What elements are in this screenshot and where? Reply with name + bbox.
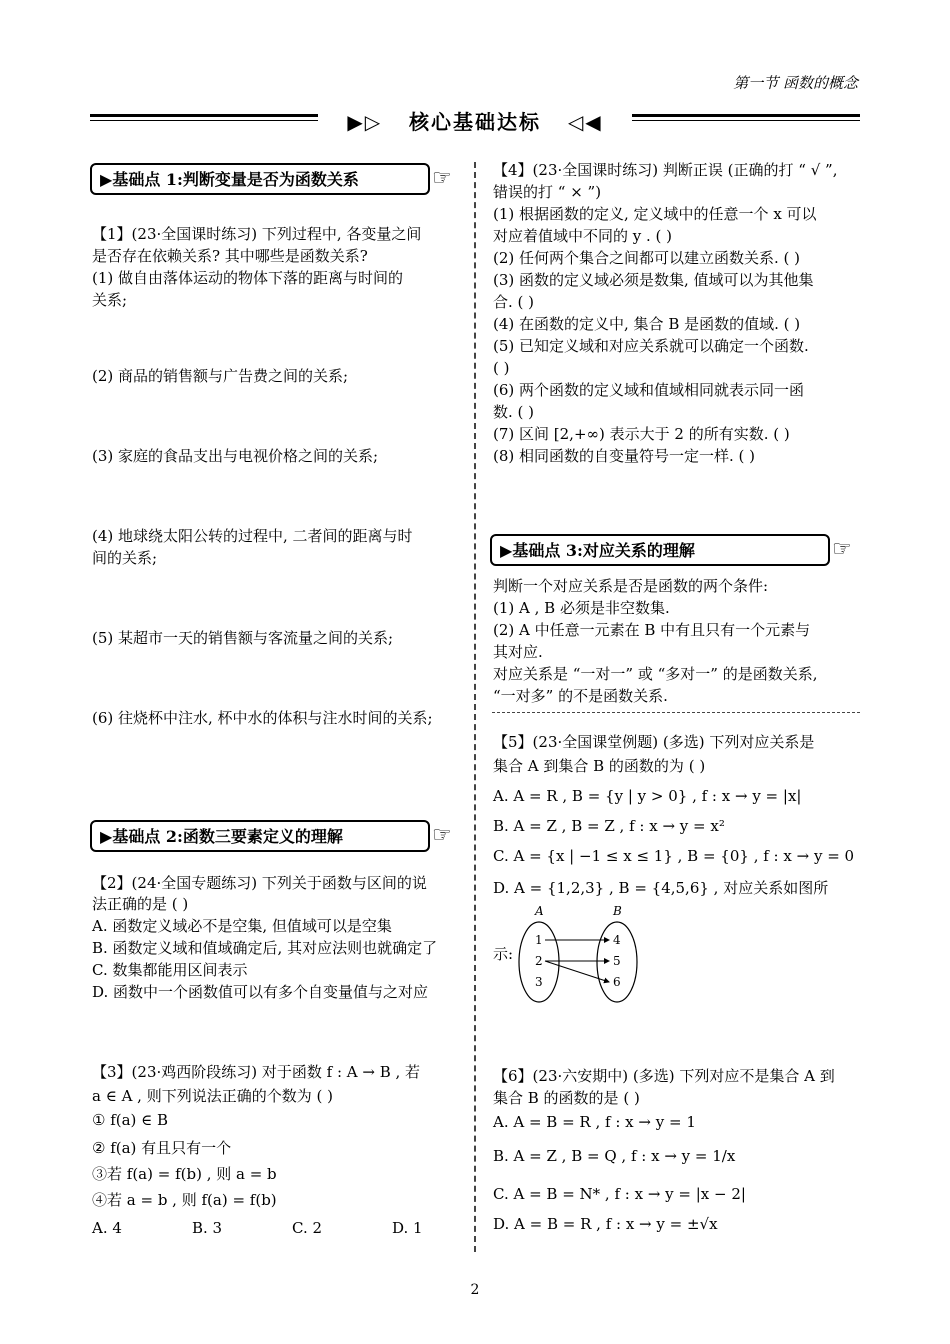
set-a-label: A: [535, 904, 544, 918]
q1-line: (5) 某超市一天的销售额与客流量之间的关系;: [92, 629, 394, 647]
q4-line: ( ): [493, 359, 510, 377]
mapping-diagram: [515, 904, 645, 1004]
q1-line: 【1】(23·全国课时练习) 下列过程中, 各变量之间: [92, 225, 422, 243]
section-box-2: ▶基础点 2:函数三要素定义的理解: [90, 820, 430, 852]
arrow-icon: ▶: [100, 170, 113, 189]
q2-line: D. 函数中一个函数值可以有多个自变量值与之对应: [92, 983, 429, 1001]
q6-line: 集合 B 的函数的是 ( ): [493, 1089, 640, 1107]
q1-line: (2) 商品的销售额与广告费之间的关系;: [92, 367, 349, 385]
q4-line: (1) 根据函数的定义, 定义域中的任意一个 x 可以: [493, 205, 817, 223]
q2-line: B. 函数定义域和值域确定后, 其对应法则也就确定了: [92, 939, 438, 957]
pointing-hand-icon: ☞: [432, 166, 452, 191]
q4-line: (7) 区间 [2,+∞) 表示大于 2 的所有实数. ( ): [493, 425, 790, 443]
q5-option-d-cont: 示:: [493, 945, 514, 963]
q3-line: ② f(a) 有且只有一个: [92, 1139, 232, 1157]
a-elem-2: 2: [535, 954, 543, 968]
q5-option-c: C. A = {x | −1 ≤ x ≤ 1} , B = {0} , f : x → y = 0: [493, 847, 855, 865]
q3-line: ④若 a = b , 则 f(a) = f(b): [92, 1191, 277, 1209]
arrow-icon: ▶: [100, 827, 113, 846]
q3-choice-a: A. 4: [92, 1219, 122, 1237]
q4-line: 对应着值域中不同的 y . ( ): [493, 227, 673, 245]
q4-line: (2) 任何两个集合之间都可以建立函数关系. ( ): [493, 249, 801, 267]
q3-choice-d: D. 1: [392, 1219, 423, 1237]
b-elem-5: 5: [613, 954, 621, 968]
q5-line: 集合 A 到集合 B 的函数的为 ( ): [493, 757, 706, 775]
q4-line: 【4】(23·全国课时练习) 判断正误 (正确的打 “ √ ”,: [493, 161, 838, 179]
q6-option-c: C. A = B = N* , f : x → y = |x − 2|: [493, 1185, 746, 1203]
q1-line: (4) 地球绕太阳公转的过程中, 二者间的距离与时: [92, 527, 413, 545]
q4-line: (5) 已知定义域和对应关系就可以确定一个函数.: [493, 337, 809, 355]
q6-option-b: B. A = Z , B = Q , f : x → y = 1/x: [493, 1147, 736, 1165]
section-box-1: ▶基础点 1:判断变量是否为函数关系: [90, 163, 430, 195]
note-line: 其对应.: [493, 643, 543, 661]
a-elem-1: 1: [535, 933, 543, 947]
title-bar: [90, 102, 860, 142]
q5-option-b: B. A = Z , B = Z , f : x → y = x²: [493, 817, 725, 835]
q4-line: 合. ( ): [493, 293, 535, 311]
pointing-hand-icon: ☞: [432, 823, 452, 848]
q1-line: (3) 家庭的食品支出与电视价格之间的关系;: [92, 447, 379, 465]
play-icon: ▶▷: [347, 110, 383, 134]
q6-line: 【6】(23·六安期中) (多选) 下列对应不是集合 A 到: [493, 1067, 835, 1085]
q4-line: (4) 在函数的定义中, 集合 B 是函数的值域. ( ): [493, 315, 801, 333]
q3-line: 【3】(23·鸡西阶段练习) 对于函数 f : A → B , 若: [92, 1063, 421, 1081]
q5-option-a: A. A = R , B = {y | y > 0} , f : x → y = |x|: [493, 787, 802, 805]
section-box-3: ▶基础点 3:对应关系的理解: [490, 534, 830, 566]
q2-line: C. 数集都能用区间表示: [92, 961, 248, 979]
q2-line: A. 函数定义域必不是空集, 但值域可以是空集: [92, 917, 392, 935]
q3-choice-c: C. 2: [292, 1219, 323, 1237]
q2-line: 法正确的是 ( ): [92, 895, 189, 913]
column-divider: [474, 162, 476, 1252]
q6-option-a: A. A = B = R , f : x → y = 1: [493, 1113, 696, 1131]
q6-option-d: D. A = B = R , f : x → y = ±√x: [493, 1215, 718, 1233]
note-line: 判断一个对应关系是否是函数的两个条件:: [493, 577, 769, 595]
q1-line: 是否存在依赖关系? 其中哪些是函数关系?: [92, 247, 368, 265]
q2-line: 【2】(24·全国专题练习) 下列关于函数与区间的说: [92, 874, 427, 892]
arrow-2-6: [545, 961, 609, 982]
section-header: 第一节 函数的概念: [733, 74, 858, 92]
q3-line: a ∈ A , 则下列说法正确的个数为 ( ): [92, 1087, 333, 1105]
reverse-play-icon: ◁◀: [567, 110, 603, 134]
pointing-hand-icon: ☞: [832, 537, 852, 562]
q3-choice-b: B. 3: [192, 1219, 223, 1237]
q1-line: 关系;: [92, 291, 128, 309]
page-number: 2: [470, 1282, 480, 1298]
q4-line: 数. ( ): [493, 403, 535, 421]
note-line: (2) A 中任意一元素在 B 中有且只有一个元素与: [493, 621, 811, 639]
set-b-label: B: [613, 904, 622, 918]
a-elem-3: 3: [535, 975, 543, 989]
q1-line: (1) 做自由落体运动的物体下落的距离与时间的: [92, 269, 404, 287]
q5-line: 【5】(23·全国课堂例题) (多选) 下列对应关系是: [493, 733, 815, 751]
note-line: 对应关系是 “一对一” 或 “多对一” 的是函数关系,: [493, 665, 818, 683]
q5-option-d: D. A = {1,2,3} , B = {4,5,6} , 对应关系如图所: [493, 879, 829, 897]
note-line: (1) A , B 必须是非空数集.: [493, 599, 670, 617]
q4-line: 错误的打 “ × ”): [493, 183, 602, 201]
q4-line: (6) 两个函数的定义域和值域相同就表示同一函: [493, 381, 805, 399]
b-elem-4: 4: [613, 933, 621, 947]
note-line: “一对多” 的不是函数关系.: [493, 687, 668, 705]
q4-line: (8) 相同函数的自变量符号一定一样. ( ): [493, 447, 756, 465]
page-title: ▶▷ 核心基础达标 ◁◀: [347, 110, 603, 134]
q4-line: (3) 函数的定义域必须是数集, 值域可以为其他集: [493, 271, 814, 289]
q3-line: ① f(a) ∈ B: [92, 1111, 169, 1129]
b-elem-6: 6: [613, 975, 621, 989]
q1-line: 间的关系;: [92, 549, 158, 567]
q1-line: (6) 往烧杯中注水, 杯中水的体积与注水时间的关系;: [92, 709, 433, 727]
note-divider: [492, 712, 860, 713]
arrow-icon: ▶: [500, 541, 513, 560]
q3-line: ③若 f(a) = f(b) , 则 a = b: [92, 1165, 277, 1183]
